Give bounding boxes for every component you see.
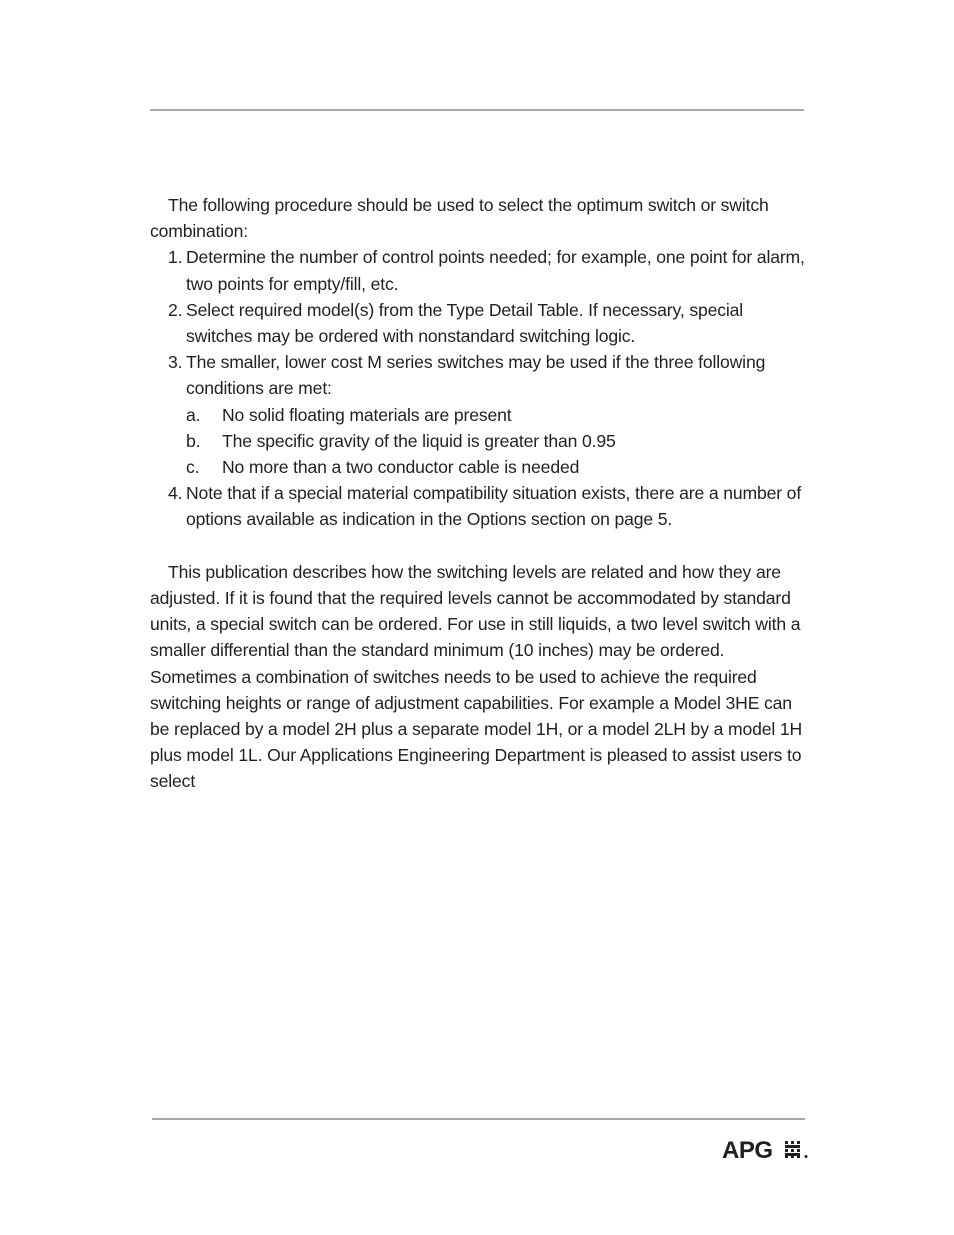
condition-letter: c. [186,457,200,478]
step-number: 2. [168,299,183,320]
step-text: Select required model(s) from the Type Detail Table. If necessary, special switches may be ordered with nonstandard switching logic. [186,299,744,347]
step-4 [150,480,810,532]
condition-c [150,454,810,480]
step-1 [150,244,810,296]
header-divider [150,109,804,111]
step-text: Note that if a special material compatibility situation exists, there are a number of options available as indication in the Options section on page 5. [186,483,802,530]
apg-logo [722,1136,812,1162]
step-number: 3. [168,352,183,373]
intro-paragraph: The following procedure should be used to select the optimum switch or switch combination: [150,195,769,242]
apg-dot-grid-mark-icon [785,1141,808,1158]
condition-text: The specific gravity of the liquid is greater than 0.95 [222,430,616,451]
condition-letter: a. [186,404,201,425]
condition-text: No more than a two conductor cable is needed [222,457,580,478]
step-text: Determine the number of control points needed; for example, one point for alarm, two points for empty/fill, etc. [186,247,805,294]
footer-divider [152,1118,805,1120]
logo-text: APG [722,1137,773,1162]
paragraph-gap [150,533,810,559]
step-2 [150,297,810,349]
step-3 [150,349,810,480]
step-number: 1. [168,247,183,268]
adjustment-paragraph: This publication describes how the switching levels are related and how they are adjusted. If it is found that the required levels cannot be accommodated by standard units, a special switch can be ordered. For use in still liquids, a two level switch with a smaller differential than the standard minimum (10 inches) may be ordered. Sometimes a combination of switches needs to be used to achieve the required switching heights or range of adjustment capabilities. For example a Model 3HE can be replaced by a model 2H plus a separate model 1H, or a model 2LH by a model 1H plus model 1L. Our Applications Engineering Department is pleased to assist users to select [150,561,803,792]
page-body [150,192,810,795]
step-text: The smaller, lower cost M series switches may be used if the three following conditions are met: [186,352,766,399]
conditions-list [186,402,810,481]
step-number: 4. [168,483,183,504]
condition-letter: b. [186,430,201,451]
condition-b [150,428,810,454]
condition-a [150,402,810,428]
procedure-steps [150,244,810,532]
condition-text: No solid floating materials are present [222,404,512,425]
